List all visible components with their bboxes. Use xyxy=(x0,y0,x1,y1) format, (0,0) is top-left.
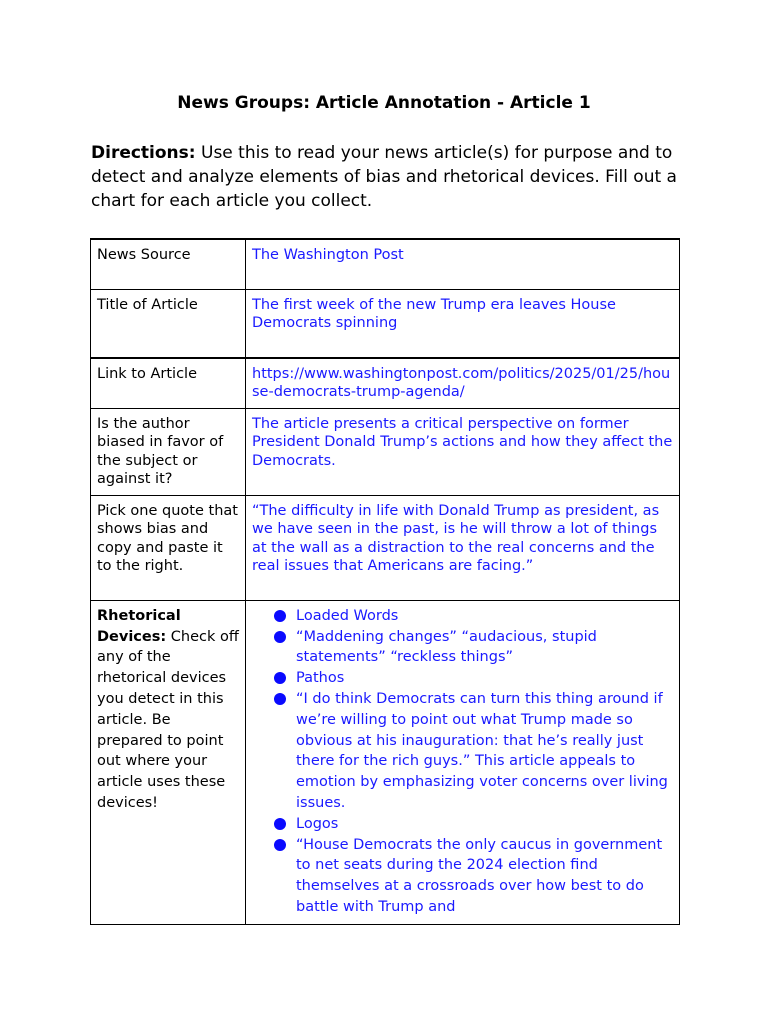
rhetorical-devices-list xyxy=(252,606,673,918)
rhetorical-devices-value xyxy=(246,600,680,924)
bias-quote-value: “The difficulty in life with Donald Trump as president, as we have seen in the past, is he will throw a lot of things at the wall as a distraction to the real concerns and the real issues that Americans are facing.” xyxy=(246,495,680,600)
link-to-article-label: Link to Article xyxy=(91,358,246,408)
list-item xyxy=(296,606,673,627)
list-item xyxy=(296,814,673,835)
table-row-author-bias xyxy=(91,408,680,495)
bullet-icon xyxy=(274,610,286,622)
bullet-icon xyxy=(274,672,286,684)
title-of-article-label: Title of Article xyxy=(91,289,246,358)
title-of-article-value: The first week of the new Trump era leaves House Democrats spinning xyxy=(246,289,680,358)
list-item-text: “House Democrats the only caucus in government to net seats during the 2024 election find themselves at a crossroads over how best to do battle with Trump and xyxy=(296,836,663,915)
list-item-text: Loaded Words xyxy=(296,607,399,624)
directions-label: Directions: xyxy=(91,143,196,163)
annotation-table xyxy=(90,238,680,925)
list-item xyxy=(296,689,673,814)
list-item xyxy=(296,668,673,689)
list-item-text: Pathos xyxy=(296,670,345,687)
author-bias-label: Is the author biased in favor of the subject or against it? xyxy=(91,408,246,495)
author-bias-value: The article presents a critical perspective on former President Donald Trump’s actions and how they affect the Democrats. xyxy=(246,408,680,495)
rhetorical-devices-label xyxy=(91,600,246,924)
rhetorical-devices-heading: Rhetorical Devices: xyxy=(97,607,181,645)
news-source-label: News Source xyxy=(91,239,246,289)
table-row-rhetorical-devices xyxy=(91,600,680,924)
table-row-bias-quote xyxy=(91,495,680,600)
bullet-icon xyxy=(274,631,286,643)
article-link[interactable]: https://www.washingtonpost.com/politics/2025/01/25/house-democrats-trump-agenda/ xyxy=(252,366,671,401)
news-source-value: The Washington Post xyxy=(246,239,680,289)
bullet-icon xyxy=(274,839,286,851)
bullet-icon xyxy=(274,818,286,830)
rhetorical-devices-instructions: Check off any of the rhetorical devices you detect in this article. Be prepared to point out where your article uses these devices! xyxy=(97,628,239,811)
link-to-article-value xyxy=(246,358,680,408)
list-item xyxy=(296,627,673,669)
directions-paragraph xyxy=(91,141,681,213)
table-row-link-to-article xyxy=(91,358,680,408)
list-item xyxy=(296,835,673,918)
list-item-text: “Maddening changes” “audacious, stupid statements” “reckless things” xyxy=(296,628,597,666)
list-item-text: “I do think Democrats can turn this thing around if we’re willing to point out what Trump made so obvious at his inauguration: that he’s really just there for the rich guys.” This article appeals to emotion by emphasizing voter concerns over living issues. xyxy=(296,691,668,811)
bullet-icon xyxy=(274,693,286,705)
page-title: News Groups: Article Annotation - Article 1 xyxy=(177,93,591,113)
list-item-text: Logos xyxy=(296,815,339,832)
bias-quote-label: Pick one quote that shows bias and copy and paste it to the right. xyxy=(91,495,246,600)
table-row-news-source xyxy=(91,239,680,289)
table-row-title-of-article xyxy=(91,289,680,358)
directions-text: Use this to read your news article(s) for purpose and to detect and analyze elements of bias and rhetorical devices. Fill out a chart for each article you collect. xyxy=(91,143,677,211)
